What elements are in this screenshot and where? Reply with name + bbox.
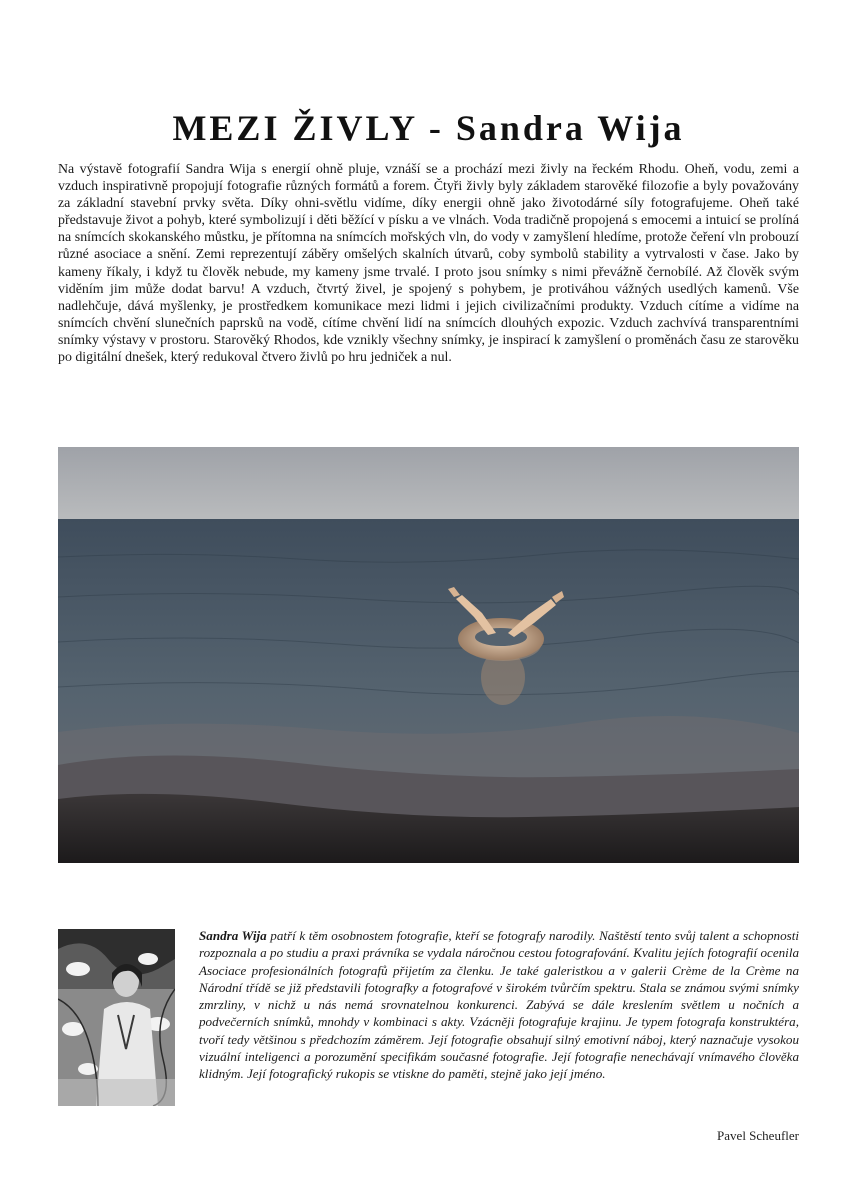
sea-photo bbox=[58, 447, 799, 863]
author-portrait bbox=[58, 929, 175, 1106]
page-title: MEZI ŽIVLY - Sandra Wija bbox=[172, 108, 685, 149]
signature: Pavel Scheufler bbox=[717, 1128, 799, 1143]
sea-photo-image bbox=[58, 447, 799, 863]
author-bio-text: patří k těm osobnostem fotografie, kteří se fotografy narodily. Naštěstí tento svůj talent a schopnosti rozpoznala a po studiu a praxi právníka se vydala náročnou cestou fotografování. Kvalitu jejích fotografií ocenila Asociace profesionálních fotografů přijetím za členku. Je také galeristkou a v galerii Crème de la Crème na Národní třídě se již představili fotografky a fotografové v širokém tvůrčím spektru. Stala se známou svými snímky zmrzliny, v nichž u nás nemá srovnatelnou konkurenci. Zabývá se dále kreslením světlem u nočních a podvečerních snímků, mnohdy v kombinaci s akty. Vzácněji fotografuje krajinu. Je typem fotografa konstruktéra, tvoří tedy většinou s předchozím záměrem. Její fotografie obsahují silný emotivní náboj, který naznačuje vysokou vizuální inteligenci a porozumění specifikám současné fotografie. Její fotografie nenechávají vnímavého člověka klidným. Její fotografický rukopis se vtiskne do paměti, stejně jako její jméno. bbox=[199, 928, 799, 1082]
author-bio bbox=[199, 927, 799, 1083]
author-name: Sandra Wija bbox=[199, 928, 267, 943]
exhibition-intro-text: Na výstavě fotografií Sandra Wija s energií ohně pluje, vznáší se a prochází mezi živly na řeckém Rhodu. Oheň, vodu, zemi a vzduch inspirativně propojují fotografie různých formátů a forem. Čtyři živly byly základem starověké filozofie a byly považovány za základní stavební prvky světa. Díky ohni-světlu vidíme, díky energii ohně jako životodárné síly fotografujeme. Oheň také představuje život a pohyb, které symbolizují i děti běžící v písku a ve vlnách. Voda tradičně propojená s emocemi a intuicí se prolíná na snímcích skokanského můstku, je přítomna na snímcích mořských vln, do vody v zamyšlení hledíme, protože čeření vln probouzí různé asociace a snění. Zemi reprezentují záběry omšelých skalních útvarů, coby symbolů stability a vytrvalosti v čase. Jako by kameny říkaly, i když tu člověk nebude, my kameny jsme trvalé. I proto jsou snímky s nimi převážně černobílé. Až člověk svým viděním jim může dodat barvu! A vzduch, čtvrtý živel, je spojený s pohybem, je protiváhou vážných usedlých kamenů. Vše nadlehčuje, dává myšlenky, je prostředkem komunikace mezi lidmi i jejich civilizačními produkty. Vzduch cítíme a vidíme na snímcích chvění slunečních paprsků na vodě, cítíme chvění lidí na snímcích dlouhých expozic. Vzduch zachvívá transparentními snímky výstavy v prostoru. Starověký Rhodos, kde vznikly všechny snímky, je inspirací k zamyšlení o proměnách času ze starověku po digitální dnešek, který redukoval čtvero živlů po hru jedniček a nul. bbox=[58, 162, 799, 366]
author-portrait-image bbox=[58, 929, 175, 1106]
